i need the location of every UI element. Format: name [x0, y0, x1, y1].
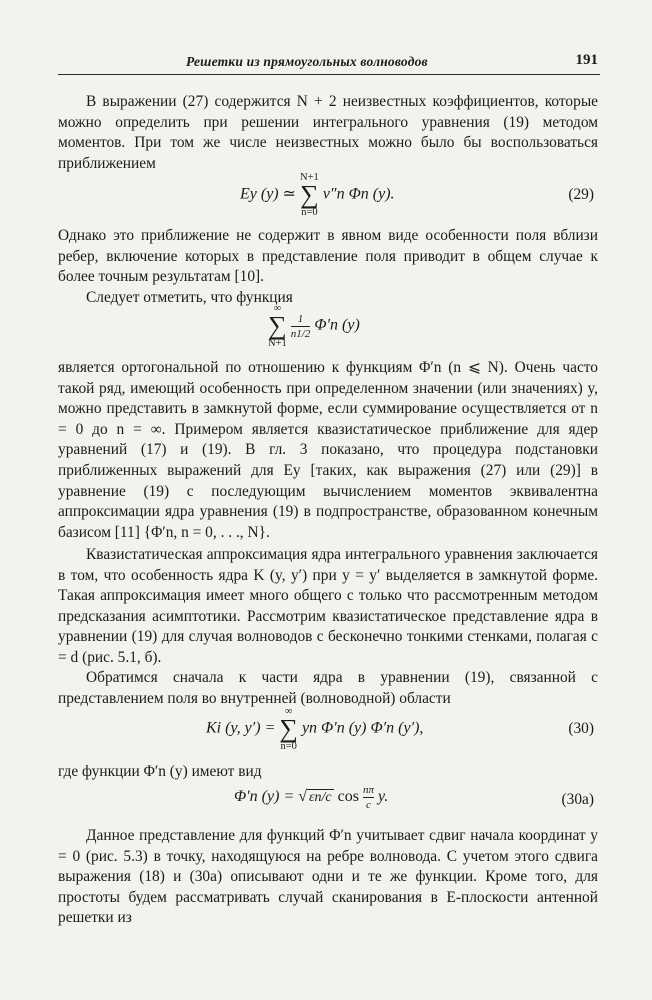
paragraph-1-text: В выражении (27) содержится N + 2 неизвестных коэффициентов, которые можно определить при решении интегрального уравнения (19) методом моментов. При том же числе неизвестных можно было бы воспользоваться приближением — [58, 93, 598, 172]
series-den: n1/2 — [290, 327, 311, 340]
eq30-lower: n=0 — [280, 741, 297, 752]
paragraph-4 — [58, 358, 598, 543]
eq29-upper: N+1 — [300, 172, 319, 183]
paragraph-4-text: является ортогональной по отношению к функциям Φ′n (n ⩽ N). Очень часто такой ряд, имеющий особенность при определенном значении (или значениях) y, можно представить в замкнутой форме, если суммирование осуществляется от n = 0 до n = ∞. Примером является квазистатическое приближение для ядер уравнений (17) и (19). В гл. 3 показано, что процедура подстановки приближенных выражений для Ey [таких, как выражения (27) или (29)] в уравнение (19) с последующим вычислением моментов эквивалентна аппроксимации ядра уравнения (19) в подпространстве, образованном конечным базисом [11] {Φ′n, n = 0, . . ., N}. — [58, 359, 598, 541]
page-number: 191 — [575, 52, 598, 68]
eq30-lhs: Ki (y, y′) = — [206, 719, 276, 737]
eq30a-den: c — [366, 799, 371, 811]
series-sum: ∞ ∑ N+1 — [268, 303, 287, 349]
paragraph-2-text: Однако это приближение не содержит в явном виде особенности поля вблизи ребер, включение которых в представление поля приводит в общем случае к более точным результатам [10]. — [58, 227, 598, 286]
series-body: Φ′n (y) — [314, 316, 360, 334]
series-lower: N+1 — [268, 338, 287, 349]
eq30a-lhs: Φ′n (y) = — [234, 788, 295, 806]
paragraph-8-text: Данное представление для функций Φ′n учитывает сдвиг начала координат y = 0 (рис. 5.3) в точку, находящуюся на ребре волновода. С учетом этого сдвига выражения (18) и (30а) описывают одни и те же функции. Кроме того, для простоты будем рассматривать случай сканирования в E-плоскости антенной решетки из — [58, 827, 598, 927]
series-upper: ∞ — [273, 303, 282, 314]
eq29-lower: n=0 — [301, 207, 318, 218]
eq29-lhs: Ey (y) ≃ — [240, 185, 297, 203]
paragraph-3-text: Следует отметить, что функция — [86, 289, 293, 306]
paragraph-5 — [58, 545, 598, 669]
paragraph-1 — [58, 92, 598, 174]
eq30a-fraction — [363, 784, 374, 811]
running-title: Решетки из прямоугольных волноводов — [186, 54, 428, 69]
paragraph-5-text: Квазистатическая аппроксимация ядра интегрального уравнения заключается в том, что особенность ядра K (y, y′) при y = y′ выделяется в замкнутой форме. Такая аппроксимация имеет много общего с только что рассмотренным методом предсказания асимптотики. Рассмотрим квазистатическое представление ядра в уравнении (19) для случая волноводов с бесконечно тонкими стенками, полагая c = d (рис. 5.1, б). — [58, 546, 598, 666]
eq30a-tail: y. — [377, 788, 389, 806]
eq30-body: yn Φ′n (y) Φ′n (y′), — [301, 719, 424, 737]
series-fraction — [291, 313, 311, 340]
eq30a-cos: cos — [337, 788, 359, 806]
eq29-number: (29) — [568, 186, 594, 203]
paragraph-7-text: где функции Φ′n (y) имеют вид — [58, 763, 262, 780]
eq30-upper: ∞ — [284, 706, 293, 717]
eq30a-number: (30а) — [561, 791, 594, 808]
series-num: 1 — [297, 312, 304, 325]
paragraph-8 — [58, 826, 598, 929]
paragraph-7 — [58, 762, 598, 783]
equation-30 — [58, 706, 598, 756]
eq30a-num: nπ — [362, 784, 374, 796]
equation-29 — [58, 172, 598, 220]
eq29-body: v″n Φn (y). — [322, 185, 395, 203]
eq29-sum: N+1 ∑ n=0 — [300, 172, 319, 218]
paragraph-2 — [58, 226, 598, 288]
eq30-number: (30) — [568, 720, 594, 737]
paragraph-6-text: Обратимся сначала к части ядра в уравнении (19), связанной с представлением поля во внутренней (волноводной) области — [58, 669, 598, 707]
eq30-sum: ∞ ∑ n=0 — [279, 706, 298, 752]
eq30a-root: εn/c — [309, 790, 332, 806]
paragraph-6 — [58, 668, 598, 709]
running-header — [58, 50, 600, 75]
equation-series — [58, 303, 598, 355]
equation-30a: Φ′n (y) = √ εn/c $\cos \frac{n\pi}{c} y$. (30а) — [234, 784, 594, 811]
